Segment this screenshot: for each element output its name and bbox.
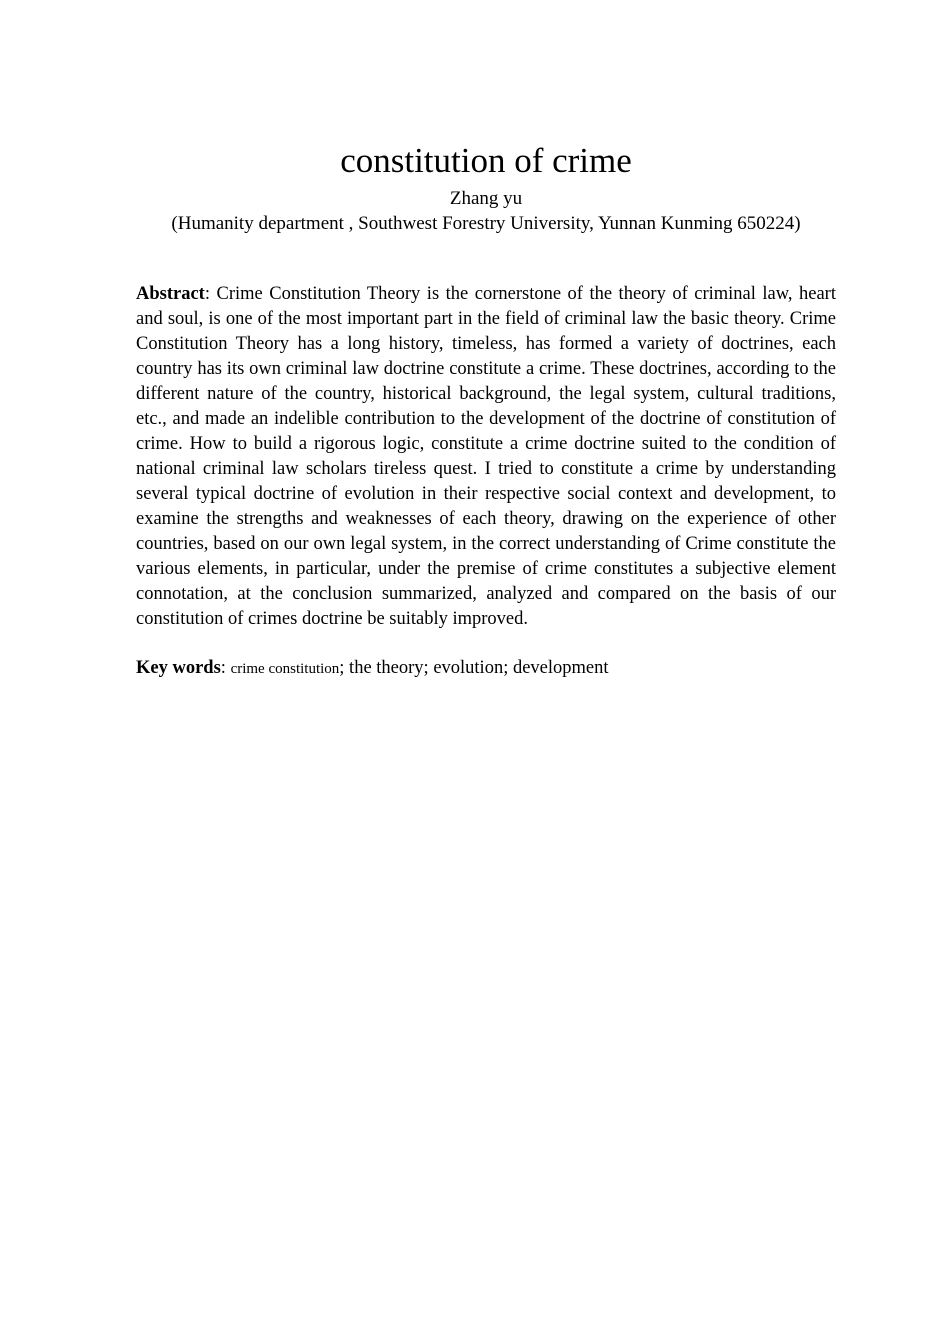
- keywords-line: [136, 656, 836, 682]
- keywords-separator: :: [220, 658, 231, 678]
- author-name: Zhang yu: [449, 188, 523, 209]
- paper-title: constitution of crime: [340, 141, 632, 180]
- keywords-label: Key words: [136, 658, 221, 678]
- keywords-rest: ; the theory; evolution; development: [339, 658, 609, 678]
- abstract-text: Crime Constitution Theory is the cornerstone of the theory of criminal law, heart and soul, is one of the most important part in the field of criminal law the basic theory. Crime Constitution Theory has a long history, timeless, has formed a variety of doctrines, each country has its own criminal law doctrine constitute a crime. These doctrines, according to the different nature of the country, historical background, the legal system, cultural traditions, etc., and made an indelible contribution to the development of the doctrine of constitution of crime. How to build a rigorous logic, constitute a crime doctrine suited to the condition of national criminal law scholars tireless quest. I tried to constitute a crime by understanding several typical doctrine of evolution in their respective social context and development, to examine the strengths and weaknesses of each theory, drawing on the experience of other countries, based on our own legal system, in the correct understanding of Crime constitute the various elements, in particular, under the premise of crime constitutes a subjective element connotation, at the conclusion summarized, analyzed and compared on the basis of our constitution of crimes doctrine be suitably improved.: [136, 284, 836, 629]
- keyword-first: crime constitution: [230, 661, 340, 677]
- abstract-label: Abstract: [136, 284, 205, 304]
- abstract-separator: :: [204, 284, 210, 304]
- abstract-paragraph: [136, 282, 836, 632]
- author-affiliation: (Humanity department , Southwest Forestry University, Yunnan Kunming 650224): [171, 213, 801, 234]
